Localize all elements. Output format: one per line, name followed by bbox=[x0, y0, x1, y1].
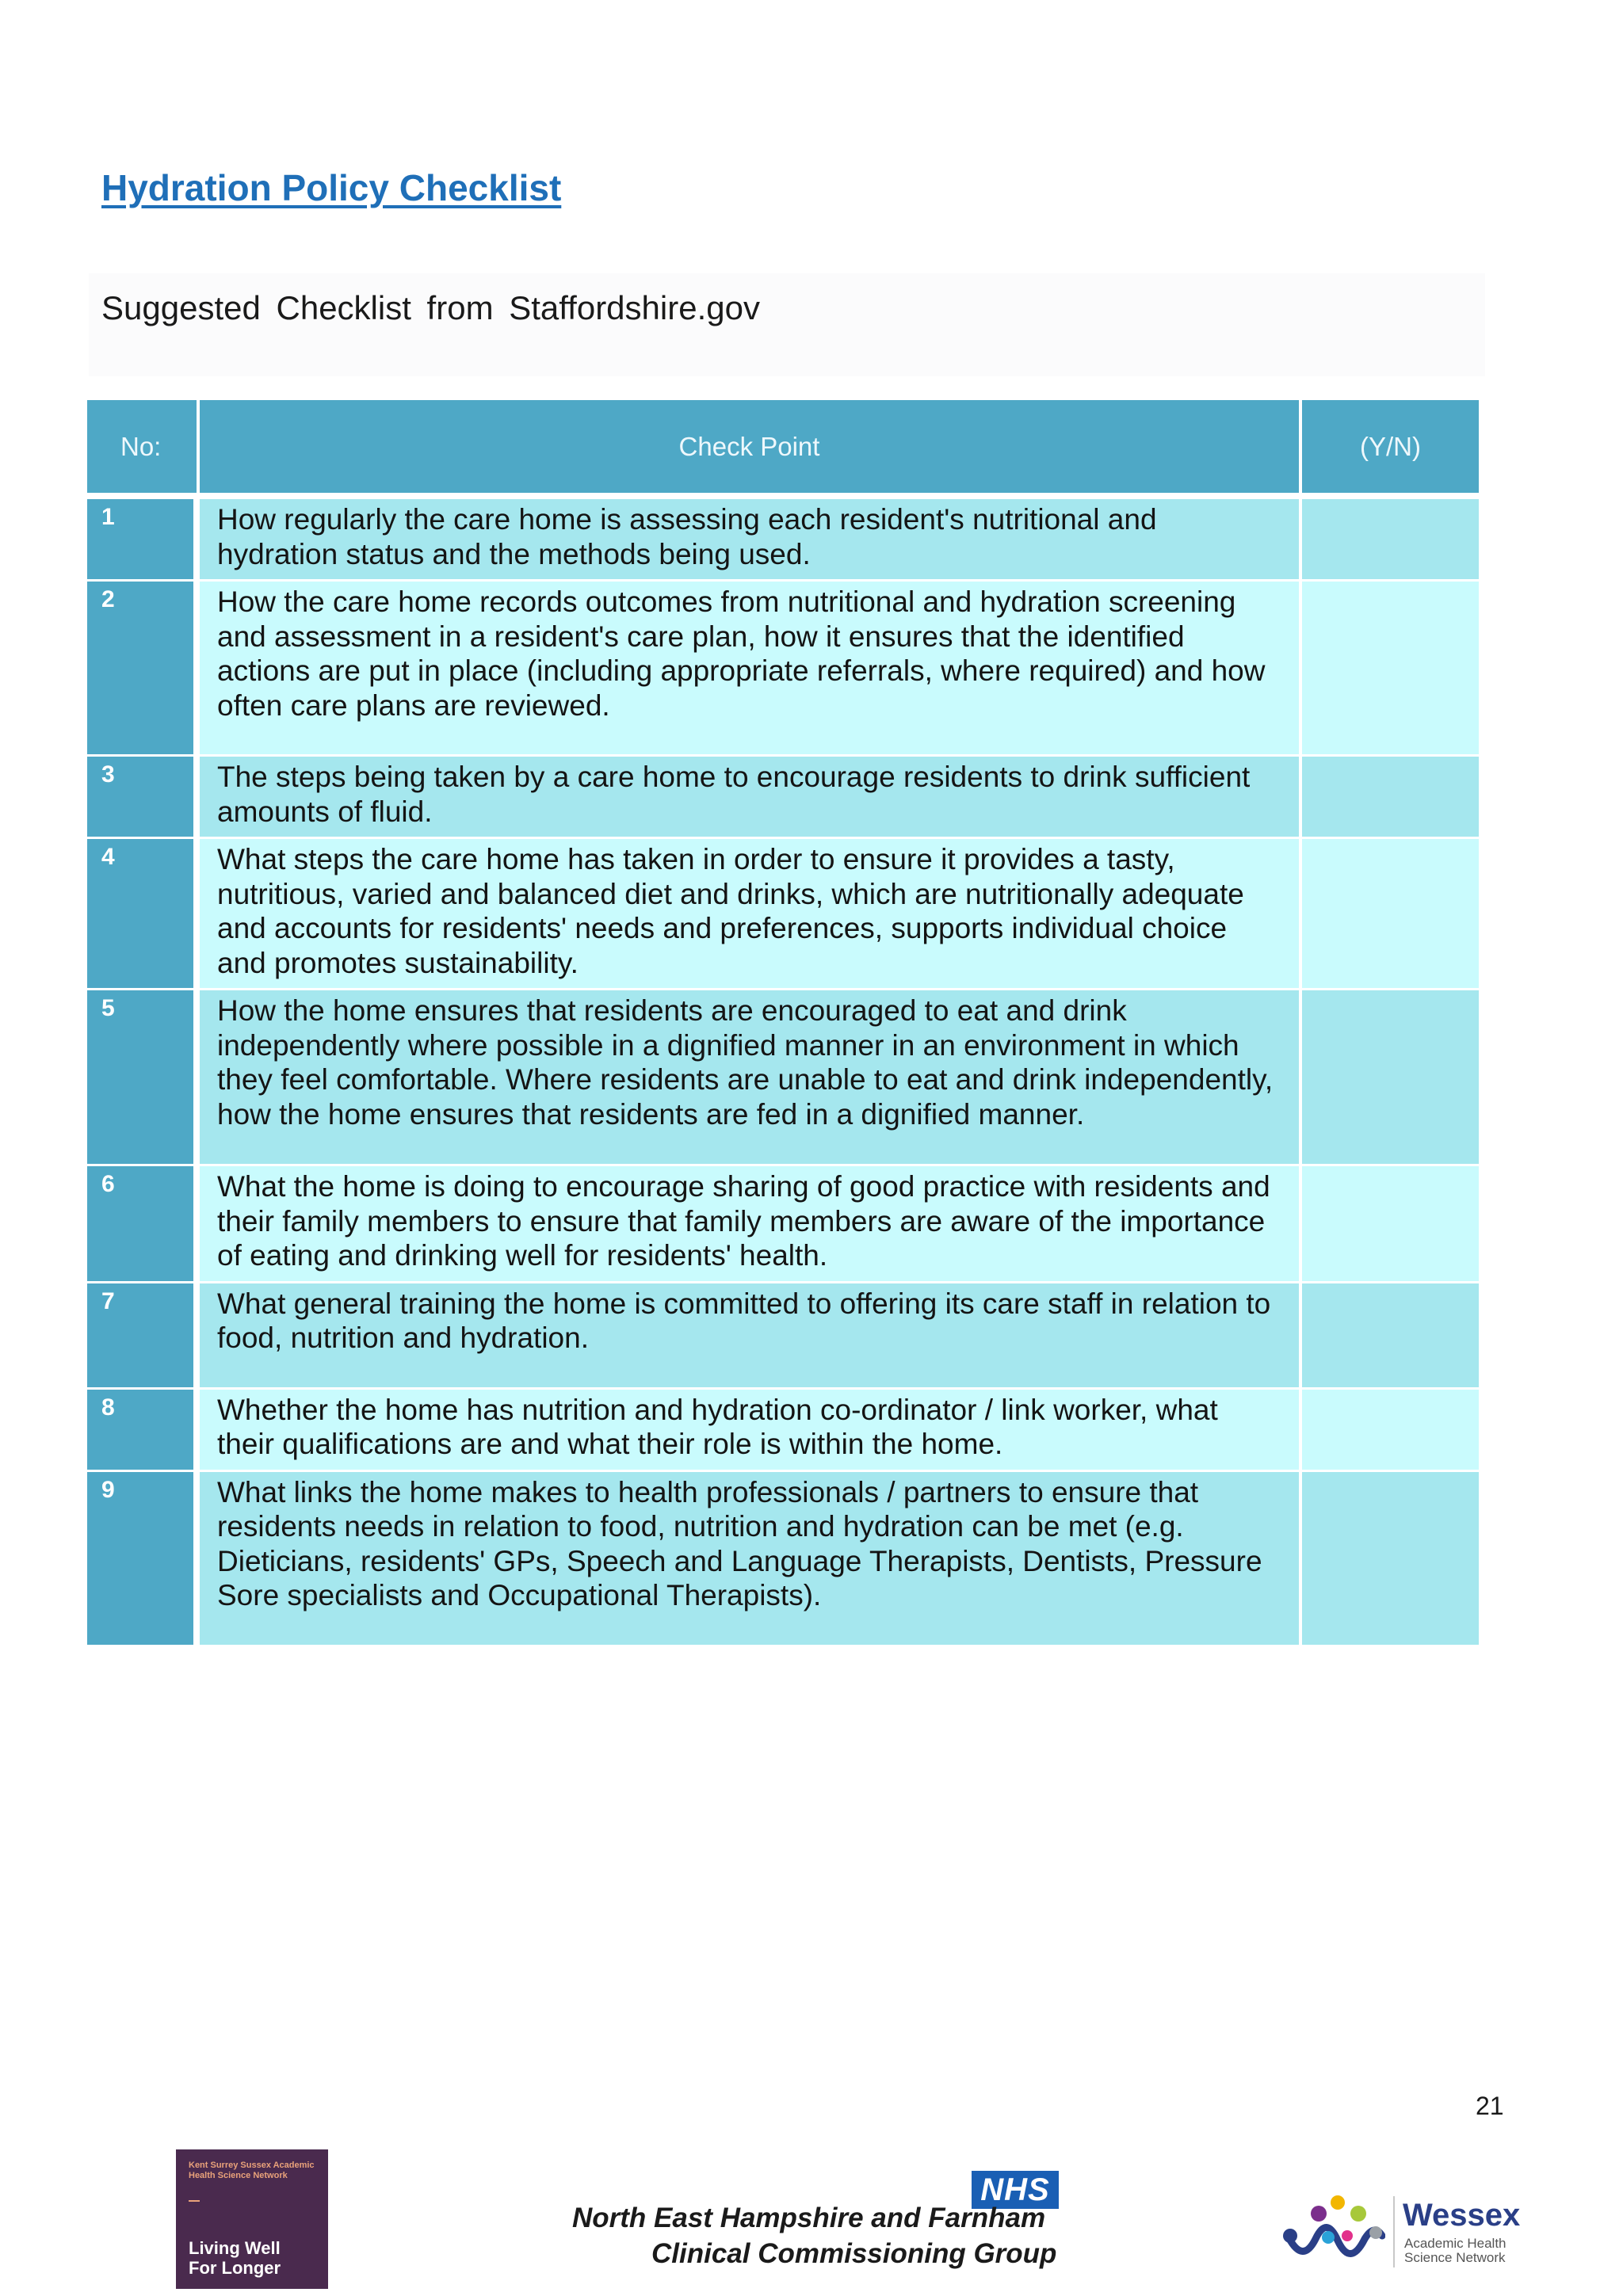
ksss-dash bbox=[189, 2200, 200, 2202]
wessex-subtitle-1: Academic Health bbox=[1404, 2236, 1507, 2251]
wessex-name: Wessex bbox=[1403, 2198, 1521, 2233]
row-check-point: Whether the home has nutrition and hydration co-ordinator / link worker, what their qualifications are and what their role is within the home. bbox=[200, 1390, 1302, 1472]
ccg-name-line2: Clinical Commissioning Group bbox=[651, 2238, 1057, 2269]
row-number: 6 bbox=[87, 1166, 200, 1283]
ksss-tagline-2: For Longer bbox=[189, 2258, 281, 2278]
row-number: 9 bbox=[87, 1472, 200, 1647]
row-check-point: What general training the home is committed to offering its care staff in relation to food, nutrition and hydration. bbox=[200, 1283, 1302, 1390]
ccg-name-line1: North East Hampshire and Farnham bbox=[572, 2203, 1046, 2233]
row-number: 1 bbox=[87, 499, 200, 582]
row-yn-cell[interactable] bbox=[1302, 839, 1479, 990]
row-number: 8 bbox=[87, 1390, 200, 1472]
row-check-point: How the home ensures that residents are encouraged to eat and drink independently where possible in a dignified manner in an environment in which they feel comfortable. Where residents are unable to eat and drink independently, how the home ensures that residents are fed in a dignified manner. bbox=[200, 990, 1302, 1166]
row-check-point: How the care home records outcomes from nutritional and hydration screening and assessment in a resident's care plan, how it ensures that the identified actions are put in place (including appropriate referrals, where required) and how often care plans are reviewed. bbox=[200, 582, 1302, 757]
header-check-point: Check Point bbox=[200, 400, 1302, 493]
row-yn-cell[interactable] bbox=[1302, 582, 1479, 757]
ksss-tagline bbox=[189, 2238, 281, 2278]
table-row bbox=[87, 990, 1479, 1166]
wessex-subtitle-2: Science Network bbox=[1404, 2250, 1506, 2265]
row-yn-cell[interactable] bbox=[1302, 499, 1479, 582]
table-row bbox=[87, 1472, 1479, 1647]
table-header-row bbox=[87, 400, 1479, 493]
table-row bbox=[87, 839, 1479, 990]
checklist-table bbox=[87, 400, 1479, 1647]
row-number: 2 bbox=[87, 582, 200, 757]
row-yn-cell[interactable] bbox=[1302, 757, 1479, 839]
row-check-point: What links the home makes to health professionals / partners to ensure that residents needs in relation to food, nutrition and hydration can be met (e.g. Dieticians, residents' GPs, Speech and Language Therapists, Dentists, Pressure Sore specialists and Occupational Therapists). bbox=[200, 1472, 1302, 1647]
row-yn-cell[interactable] bbox=[1302, 1166, 1479, 1283]
page-number: 21 bbox=[1476, 2092, 1504, 2120]
wessex-subtitle bbox=[1404, 2237, 1507, 2265]
page-title: Hydration Policy Checklist bbox=[101, 167, 562, 208]
row-check-point: What the home is doing to encourage sharing of good practice with residents and their family members to ensure that family members are aware of the importance of eating and drinking well for residents' health. bbox=[200, 1166, 1302, 1283]
table-row bbox=[87, 582, 1479, 757]
ksss-network-name: Kent Surrey Sussex Academic Health Science Network bbox=[189, 2161, 315, 2180]
row-check-point: The steps being taken by a care home to encourage residents to drink sufficient amounts of fluid. bbox=[200, 757, 1302, 839]
table-row bbox=[87, 757, 1479, 839]
table-row bbox=[87, 1390, 1479, 1472]
wessex-logo-icon bbox=[1282, 2191, 1385, 2279]
row-yn-cell[interactable] bbox=[1302, 1390, 1479, 1472]
header-yn: (Y/N) bbox=[1302, 400, 1479, 493]
row-yn-cell[interactable] bbox=[1302, 1472, 1479, 1647]
ksss-logo bbox=[176, 2149, 328, 2289]
row-number: 3 bbox=[87, 757, 200, 839]
table-row bbox=[87, 1283, 1479, 1390]
row-yn-cell[interactable] bbox=[1302, 990, 1479, 1166]
row-yn-cell[interactable] bbox=[1302, 1283, 1479, 1390]
ksss-tagline-1: Living Well bbox=[189, 2238, 281, 2258]
row-number: 7 bbox=[87, 1283, 200, 1390]
header-no: No: bbox=[87, 400, 200, 493]
page-subtitle: Suggested Checklist from Staffordshire.gov bbox=[101, 289, 760, 326]
row-check-point: How regularly the care home is assessing each resident's nutritional and hydration status and the methods being used. bbox=[200, 499, 1302, 582]
wessex-divider bbox=[1393, 2196, 1395, 2267]
row-check-point: What steps the care home has taken in order to ensure it provides a tasty, nutritious, varied and balanced diet and drinks, which are nutritionally adequate and accounts for residents' needs and preferences, supports individual choice and promotes sustainability. bbox=[200, 839, 1302, 990]
nhs-logo: NHS bbox=[972, 2171, 1059, 2209]
table-row bbox=[87, 1166, 1479, 1283]
row-number: 4 bbox=[87, 839, 200, 990]
row-number: 5 bbox=[87, 990, 200, 1166]
table-row bbox=[87, 499, 1479, 582]
